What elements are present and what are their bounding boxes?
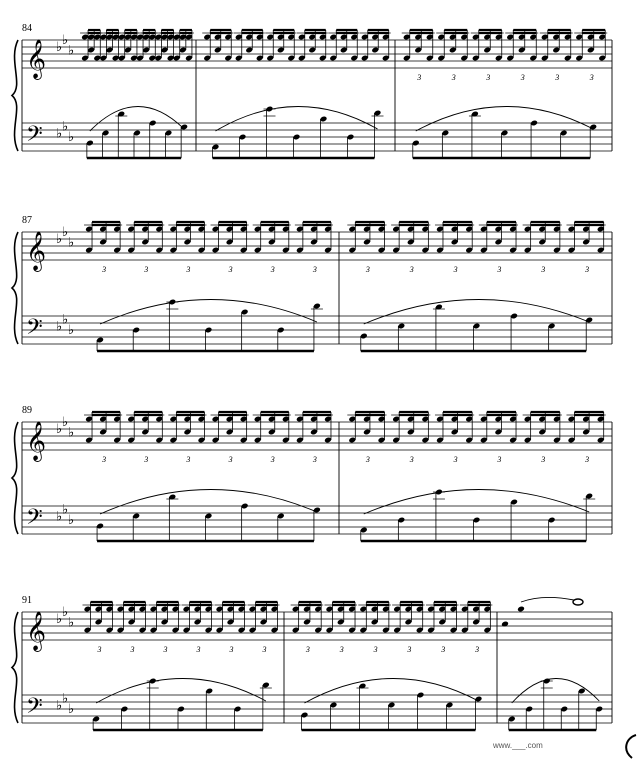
slur <box>216 106 378 131</box>
treble-notes <box>347 412 605 464</box>
flat-icon: ♭ <box>56 422 63 437</box>
page-corner-mark <box>626 735 636 758</box>
measure-number: 84 <box>22 23 32 34</box>
e-flat-major-key-signature-icon <box>56 605 74 631</box>
flat-icon: ♭ <box>68 513 75 528</box>
note-head <box>517 606 525 613</box>
triplet-number: 3 <box>102 455 107 464</box>
triplet-number: 3 <box>144 265 149 274</box>
triplet-number: 3 <box>144 455 149 464</box>
system-4 <box>12 595 612 730</box>
bass-clef-icon <box>26 505 43 535</box>
triplet-number: 3 <box>102 265 107 274</box>
slur <box>512 678 600 703</box>
triplet-number: 3 <box>589 73 594 82</box>
bass-clef-icon <box>26 315 43 345</box>
triplet-number: 3 <box>497 455 502 464</box>
flat-icon: ♭ <box>62 502 69 518</box>
triplet-number: 3 <box>541 265 546 274</box>
grand-staff-brace <box>12 612 18 723</box>
treble-notes <box>402 30 608 82</box>
whole-note <box>573 599 583 605</box>
bass-notes <box>96 299 323 351</box>
triplet-number: 3 <box>555 73 560 82</box>
flat-icon: ♭ <box>62 33 69 48</box>
bass-notes <box>92 678 272 730</box>
triplet-number: 3 <box>228 455 233 464</box>
triplet-number: 3 <box>186 455 191 464</box>
flat-icon: ♭ <box>62 691 69 707</box>
triplet-number: 3 <box>196 645 201 654</box>
flat-icon: ♭ <box>62 312 69 328</box>
triplet-number: 3 <box>373 645 378 654</box>
triplet-number: 3 <box>585 265 590 274</box>
e-flat-major-key-signature-icon <box>56 33 74 59</box>
triplet-number: 3 <box>441 645 446 654</box>
triplet-number: 3 <box>339 645 344 654</box>
treble-clef-glyph: 𝄞 <box>26 39 47 79</box>
triplet-number: 3 <box>312 455 317 464</box>
flat-icon: ♭ <box>56 126 63 142</box>
treble-clef-glyph: 𝄞 <box>26 421 47 461</box>
triplet-number: 3 <box>97 645 102 654</box>
flat-icon: ♭ <box>56 698 63 714</box>
triplet-number: 3 <box>365 455 370 464</box>
treble-clef-glyph: 𝄞 <box>26 231 47 271</box>
final-treble-notes <box>501 597 583 627</box>
flat-icon: ♭ <box>68 425 75 441</box>
treble-notes <box>84 412 333 464</box>
triplet-number: 3 <box>130 645 135 654</box>
treble-notes <box>291 602 493 654</box>
measure-number: 91 <box>22 595 32 606</box>
slur <box>364 299 589 324</box>
triplet-number: 3 <box>541 455 546 464</box>
flat-icon: ♭ <box>56 319 63 335</box>
flat-icon: ♭ <box>68 615 75 631</box>
slur <box>96 678 266 703</box>
flat-icon: ♭ <box>62 415 69 430</box>
bass-notes <box>86 106 188 158</box>
bass-clef-glyph: 𝄢 <box>26 505 43 535</box>
system-3 <box>12 405 612 541</box>
system-2 <box>12 215 612 351</box>
triplet-number: 3 <box>453 265 458 274</box>
triplet-number: 3 <box>585 455 590 464</box>
bass-clef-icon <box>26 122 43 152</box>
e-flat-major-key-signature-icon <box>56 415 74 441</box>
slur <box>100 299 317 324</box>
bass-notes <box>412 106 597 158</box>
bass-notes <box>360 299 593 351</box>
triplet-number: 3 <box>365 265 370 274</box>
flat-icon: ♭ <box>62 605 69 620</box>
triplet-number: 3 <box>270 265 275 274</box>
triplet-number: 3 <box>270 455 275 464</box>
slur <box>364 489 589 514</box>
flat-icon: ♭ <box>68 702 75 717</box>
triplet-number: 3 <box>305 645 310 654</box>
slur <box>416 106 593 131</box>
triplet-number: 3 <box>229 645 234 654</box>
flat-icon: ♭ <box>62 225 69 240</box>
bass-clef-glyph: 𝄢 <box>26 694 43 724</box>
flat-icon: ♭ <box>56 40 63 55</box>
flat-icon: ♭ <box>68 130 75 145</box>
triplet-number: 3 <box>451 73 456 82</box>
triplet-number: 3 <box>262 645 267 654</box>
triplet-number: 3 <box>417 73 422 82</box>
e-flat-major-key-signature-icon <box>56 225 74 251</box>
triplet-number: 3 <box>497 265 502 274</box>
slur <box>100 489 317 514</box>
grand-staff-brace <box>12 422 18 534</box>
treble-notes <box>84 222 333 274</box>
bass-notes <box>96 489 321 541</box>
bass-clef-icon <box>26 694 43 724</box>
triplet-number: 3 <box>486 73 491 82</box>
treble-clef-icon <box>26 231 46 272</box>
system-1 <box>12 23 612 158</box>
triplet-number: 3 <box>407 645 412 654</box>
treble-notes <box>347 222 605 274</box>
slur <box>90 106 184 131</box>
triplet-number: 3 <box>228 265 233 274</box>
flat-icon: ♭ <box>62 119 69 135</box>
grand-staff-brace <box>12 40 18 151</box>
bass-notes <box>212 106 384 158</box>
triplet-number: 3 <box>409 455 414 464</box>
treble-notes <box>83 602 280 654</box>
triplet-number: 3 <box>409 265 414 274</box>
tie <box>521 597 574 602</box>
treble-clef-icon <box>26 611 46 652</box>
bass-notes <box>360 489 595 541</box>
triplet-number: 3 <box>475 645 480 654</box>
triplet-number: 3 <box>186 265 191 274</box>
flat-icon: ♭ <box>68 43 75 59</box>
grand-staff-brace <box>12 232 18 344</box>
flat-icon: ♭ <box>68 323 75 338</box>
treble-notes <box>80 30 194 61</box>
triplet-number: 3 <box>163 645 168 654</box>
flat-icon: ♭ <box>56 509 63 525</box>
triplet-number: 3 <box>520 73 525 82</box>
bass-clef-glyph: 𝄢 <box>26 122 43 152</box>
triplet-number: 3 <box>453 455 458 464</box>
treble-clef-icon <box>26 39 46 80</box>
triplet-number: 3 <box>312 265 317 274</box>
treble-clef-glyph: 𝄞 <box>26 611 47 651</box>
flat-icon: ♭ <box>56 232 63 247</box>
measure-number: 87 <box>22 215 32 226</box>
treble-clef-icon <box>26 421 46 462</box>
bass-notes <box>508 678 603 730</box>
bass-clef-glyph: 𝄢 <box>26 315 43 345</box>
watermark-text: www.___.com <box>493 741 543 750</box>
flat-icon: ♭ <box>68 235 75 251</box>
bass-notes <box>301 678 483 730</box>
flat-icon: ♭ <box>56 612 63 627</box>
treble-notes <box>202 30 391 61</box>
measure-number: 89 <box>22 405 32 416</box>
slur <box>305 678 479 703</box>
